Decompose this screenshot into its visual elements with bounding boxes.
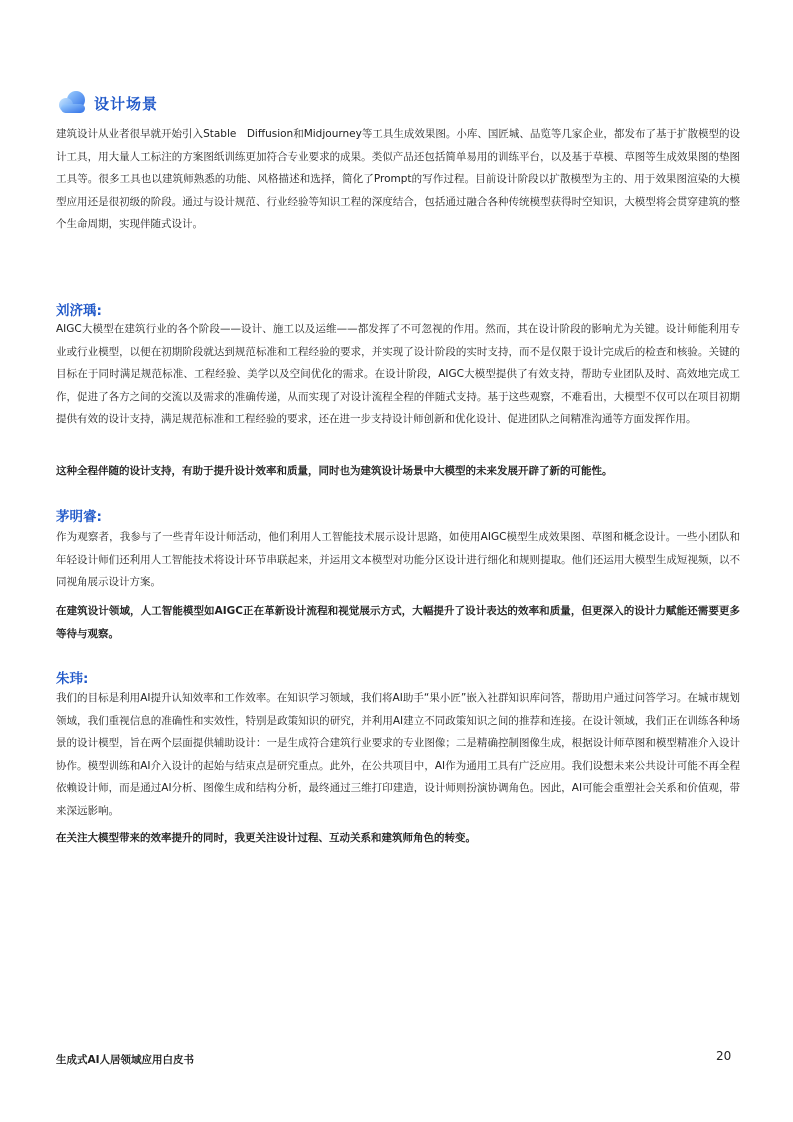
- section-intro: 建筑设计从业者很早就开始引入Stable Diffusion和Midjourney等工具生成效果图。小库、国匠城、品览等几家企业，都发布了基于扩散模型的设计工具，用大量人工标注的方案图纸训练更加符合专业要求的成果。类似产品还包括简单易用的训练平台，以及基于草模、草图等生成效果图的垫图工具等。很多工具也以建筑师熟悉的功能、风格描述和选择，简化了Prompt的写作过程。目前设计阶段以扩散模型为主的、用于效果图渲染的大模型应用还是很初级的阶段。通过与设计规范、行业经验等知识工程的深度结合，包括通过融合各种传统模型获得时空知识，大模型将会贯穿建筑的整个生命周期，实现伴随式设计。: [56, 128, 740, 230]
- page-number: 20: [716, 1049, 732, 1063]
- speaker-summary-3: 在关注大模型带来的效率提升的同时，我更关注设计过程、互动关系和建筑师角色的转变。: [56, 832, 476, 844]
- speaker-body-1: AIGC大模型在建筑行业的各个阶段——设计、施工以及运维——都发挥了不可忽视的作用。然而，其在设计阶段的影响尤为关键。设计师能利用专业或行业模型，以便在初期阶段就达到规范标准和工程经验的要求，并实现了设计阶段的实时支持，而不是仅限于设计完成后的检查和核验。关键的目标在于同时满足规范标准、工程经验、美学以及空间优化的需求。在设计阶段，AIGC大模型提供了有效支持，帮助专业团队及时、高效地完成工作，促进了各方之间的交流以及需求的准确传递，从而实现了对设计流程全程的伴随式支持。基于这些观察，不难看出，大模型不仅可以在项目初期提供有效的设计支持，满足规范标准和工程经验的要求，还在进一步支持设计师创新和优化设计、促进团队之间精准沟通等方面发挥作用。: [56, 323, 740, 425]
- speaker-summary-2: 在建筑设计领域，人工智能模型如AIGC正在革新设计流程和视觉展示方式，大幅提升了设计表达的效率和质量，但更深入的设计力赋能还需要更多等待与观察。: [56, 605, 740, 640]
- speaker-name-2: 茅明睿:: [56, 509, 102, 525]
- footer-title: 生成式AI人居领域应用白皮书: [56, 1054, 195, 1066]
- speaker-body-2: 作为观察者，我参与了一些青年设计师活动，他们利用人工智能技术展示设计思路，如使用AIGC模型生成效果图、草图和概念设计。一些小团队和年轻设计师们还利用人工智能技术将设计环节串联起来，并运用文本模型对功能分区设计进行细化和规则提取。他们还运用大模型生成短视频，以不同视角展示设计方案。: [56, 531, 740, 588]
- speaker-summary-1: 这种全程伴随的设计支持，有助于提升设计效率和质量，同时也为建筑设计场景中大模型的未来发展开辟了新的可能性。: [56, 465, 613, 477]
- speaker-name-3: 朱玮:: [56, 671, 89, 687]
- speaker-body-3: 我们的目标是利用AI提升认知效率和工作效率。在知识学习领域，我们将AI助手“果小匠”嵌入社群知识库问答，帮助用户通过问答学习。在城市规划领域，我们重视信息的准确性和实效性，特别是政策知识的研究，并利用AI建立不同政策知识之间的推荐和连接。在设计领域，我们正在训练各种场景的设计模型，旨在两个层面提供辅助设计：一是生成符合建筑行业要求的专业图像；二是精确控制图像生成，根据设计师草图和模型精准介入设计协作。模型训练和AI介入设计的起始与结束点是研究重点。此外，在公共项目中，AI作为通用工具有广泛应用。我们设想未来公共设计可能不再全程依赖设计师，而是通过AI分析、图像生成和结构分析，最终通过三维打印建造，设计师则扮演协调角色。因此，AI可能会重塑社会关系和价值观，带来深远影响。: [56, 692, 740, 817]
- speaker-name-1: 刘济瑀:: [56, 303, 102, 319]
- section-title: 设计场景: [94, 94, 159, 113]
- cloud-icon: [56, 89, 90, 117]
- section-header: [56, 88, 158, 118]
